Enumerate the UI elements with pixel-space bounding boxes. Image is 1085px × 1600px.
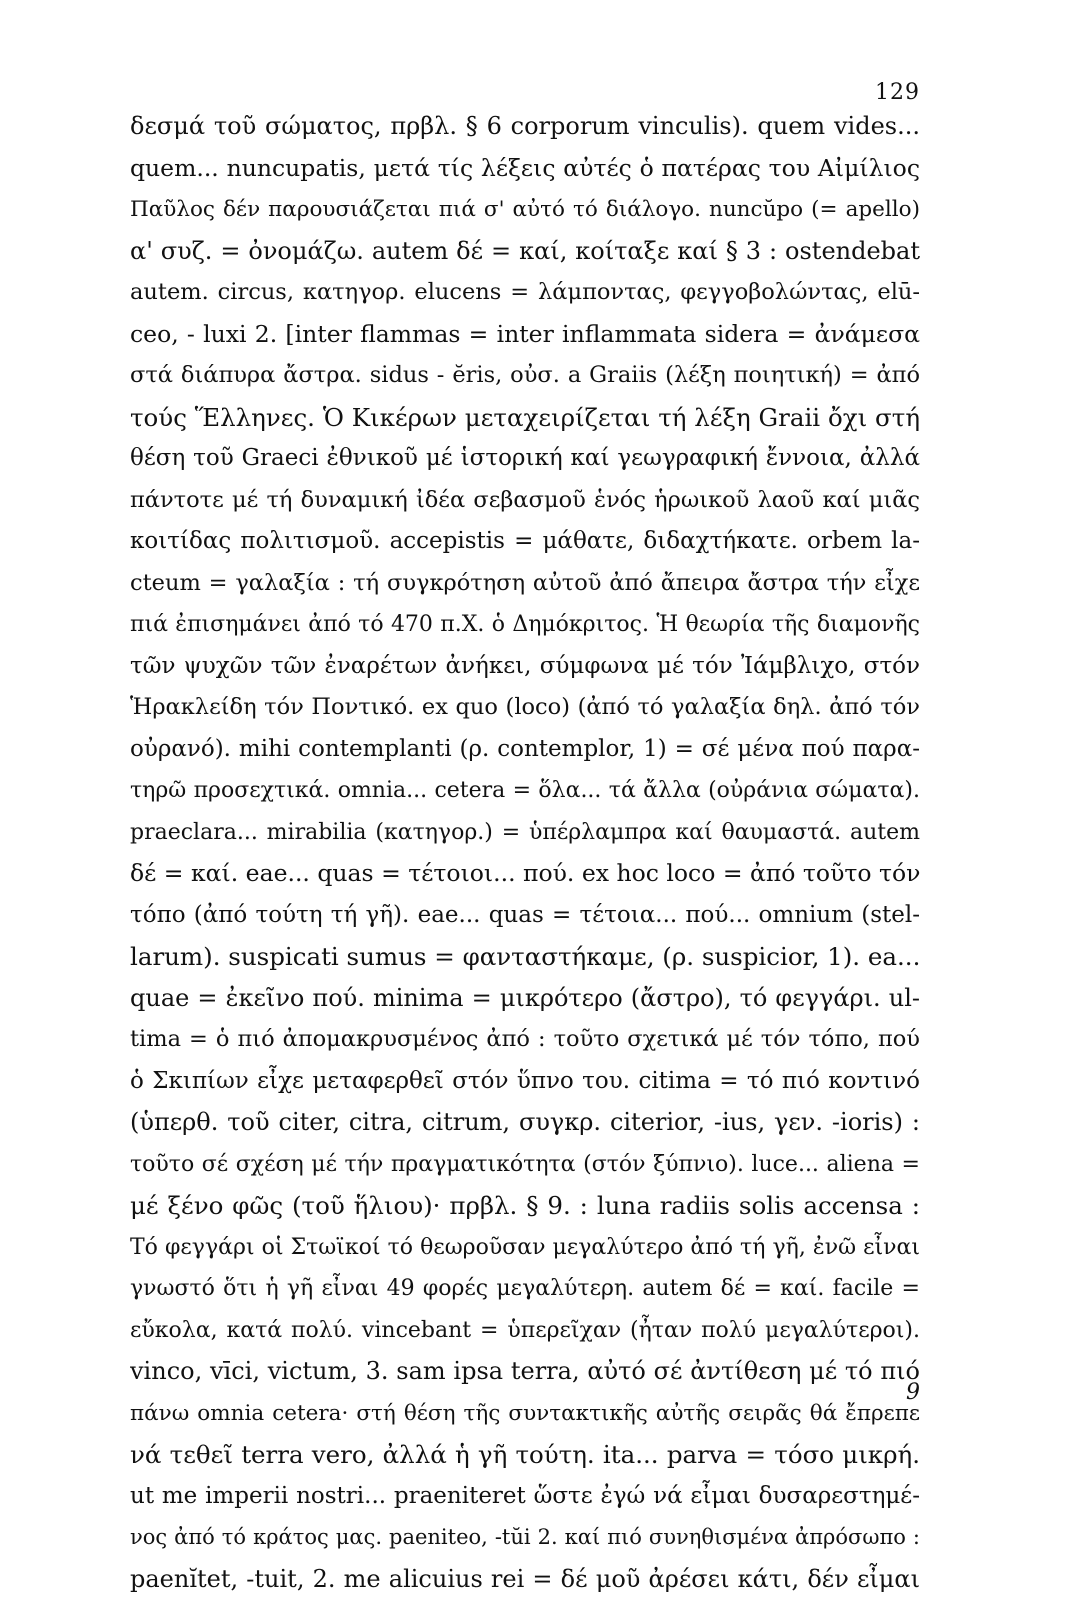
text-line: τόπο (ἀπό τούτη τή γῆ). eae... quas = τέτοια... πού... omnium (stel-: [130, 895, 920, 937]
text-line: πιά ἐπισημάνει ἀπό τό 470 π.Χ. ὁ Δημόκριτος. Ἡ θεωρία τῆς διαμονῆς: [130, 604, 920, 646]
text-line: larum). suspicati sumus = φανταστήκαμε, (ρ. suspicior, 1). ea...: [130, 936, 920, 978]
text-line: εὔκολα, κατά πολύ. vincebant = ὑπερεῖχαν (ἦταν πολύ μεγαλύτεροι).: [130, 1310, 920, 1352]
signature-mark: 9: [906, 1380, 920, 1405]
text-line: quae = ἐκεῖνο πού. minima = μικρότερο (ἄστρο), τό φεγγάρι. ul-: [130, 978, 920, 1020]
text-line: τῶν ψυχῶν τῶν ἐναρέτων ἀνήκει, σύμφωνα μέ τόν Ἰάμβλιχο, στόν: [130, 646, 920, 688]
text-line: vinco, vīci, victum, 3. sam ipsa terra, αὐτό σέ ἀντίθεση μέ τό πιό: [130, 1351, 920, 1393]
text-line: Παῦλος δέν παρουσιάζεται πιά σ' αὐτό τό διάλογο. nuncŭpo (= apello): [130, 189, 920, 231]
text-line: tima = ὁ πιό ἀπομακρυσμένος ἀπό : τοῦτο σχετικά μέ τόν τόπο, πού: [130, 1019, 920, 1061]
text-line: Τό φεγγάρι οἱ Στωϊκοί τό θεωροῦσαν μεγαλύτερο ἀπό τή γῆ, ἐνῶ εἶναι: [130, 1227, 920, 1269]
text-line: κοιτίδας πολιτισμοῦ. accepistis = μάθατε, διδαχτήκατε. orbem la-: [130, 521, 920, 563]
text-line: ὁ Σκιπίων εἶχε μεταφερθεῖ στόν ὕπνο του. citima = τό πιό κοντινό: [130, 1061, 920, 1103]
text-line: δεσμά τοῦ σώματος, πρβλ. § 6 corporum vinculis). quem vides...: [130, 106, 920, 148]
text-line: praeclara... mirabilia (κατηγορ.) = ὑπέρλαμπρα καί θαυμαστά. autem: [130, 812, 920, 854]
text-line: πάντοτε μέ τή δυναμική ἰδέα σεβασμοῦ ἑνός ἡρωικοῦ λαοῦ καί μιᾶς: [130, 480, 920, 522]
text-line: οὐρανό). mihi contemplanti (ρ. contemplor, 1) = σέ μένα πού παρα-: [130, 729, 920, 771]
text-line: στά διάπυρα ἄστρα. sidus - ĕris, οὐσ. a Graiis (λέξη ποιητική) = ἀπό: [130, 355, 920, 397]
text-line: Ἡρακλείδη τόν Ποντικό. ex quo (loco) (ἀπό τό γαλαξία δηλ. ἀπό τόν: [130, 687, 920, 729]
text-line: μέ ξένο φῶς (τοῦ ἥλιου)· πρβλ. § 9. : luna radiis solis accensa :: [130, 1185, 920, 1227]
text-line: τούς Ἕλληνες. Ὁ Κικέρων μεταχειρίζεται τή λέξη Graii ὄχι στή: [130, 397, 920, 439]
text-line: γνωστό ὅτι ἡ γῆ εἶναι 49 φορές μεγαλύτερη. autem δέ = καί. facile =: [130, 1268, 920, 1310]
text-line: θέση τοῦ Graeci ἐθνικοῦ μέ ἱστορική καί γεωγραφική ἔννοια, ἀλλά: [130, 438, 920, 480]
text-line: cteum = γαλαξία : τή συγκρότηση αὐτοῦ ἀπό ἄπειρα ἄστρα τήν εἶχε: [130, 563, 920, 605]
text-line: ceo, - luxi 2. [inter flammas = inter inflammata sidera = ἀνάμεσα: [130, 314, 920, 356]
text-line: δέ = καί. eae... quas = τέτοιοι... πού. ex hoc loco = ἀπό τοῦτο τόν: [130, 853, 920, 895]
text-line: α' συζ. = ὀνομάζω. autem δέ = καί, κοίταξε καί § 3 : ostendebat: [130, 231, 920, 273]
text-line: (ὑπερθ. τοῦ citer, citra, citrum, συγκρ. citerior, -ius, γεν. -ioris) :: [130, 1102, 920, 1144]
text-body: [130, 106, 920, 1600]
text-line: quem... nuncupatis, μετά τίς λέξεις αὐτές ὁ πατέρας του Αἰμίλιος: [130, 148, 920, 190]
page-number: 129: [875, 80, 920, 105]
text-line: πάνω omnia cetera· στή θέση τῆς συντακτικῆς αὐτῆς σειρᾶς θά ἔπρεπε: [130, 1393, 920, 1435]
text-line: ut me imperii nostri... praeniteret ὥστε ἐγώ νά εἶμαι δυσαρεστημέ-: [130, 1476, 920, 1518]
text-line: νά τεθεῖ terra vero, ἀλλά ἡ γῆ τούτη. ita... parva = τόσο μικρή.: [130, 1434, 920, 1476]
text-line: τοῦτο σέ σχέση μέ τήν πραγματικότητα (στόν ξύπνιο). luce... aliena =: [130, 1144, 920, 1186]
text-line: τηρῶ προσεχτικά. omnia... cetera = ὅλα... τά ἄλλα (οὐράνια σώματα).: [130, 770, 920, 812]
text-line: paenĭtet, -tuit, 2. me alicuius rei = δέ μοῦ ἀρέσει κάτι, δέν εἶμαι: [130, 1559, 920, 1600]
text-line: autem. circus, κατηγορ. elucens = λάμποντας, φεγγοβολώντας, elū-: [130, 272, 920, 314]
text-line: νος ἀπό τό κράτος μας. paeniteo, -tŭi 2. καί πιό συνηθισμένα ἀπρόσωπο :: [130, 1517, 920, 1559]
